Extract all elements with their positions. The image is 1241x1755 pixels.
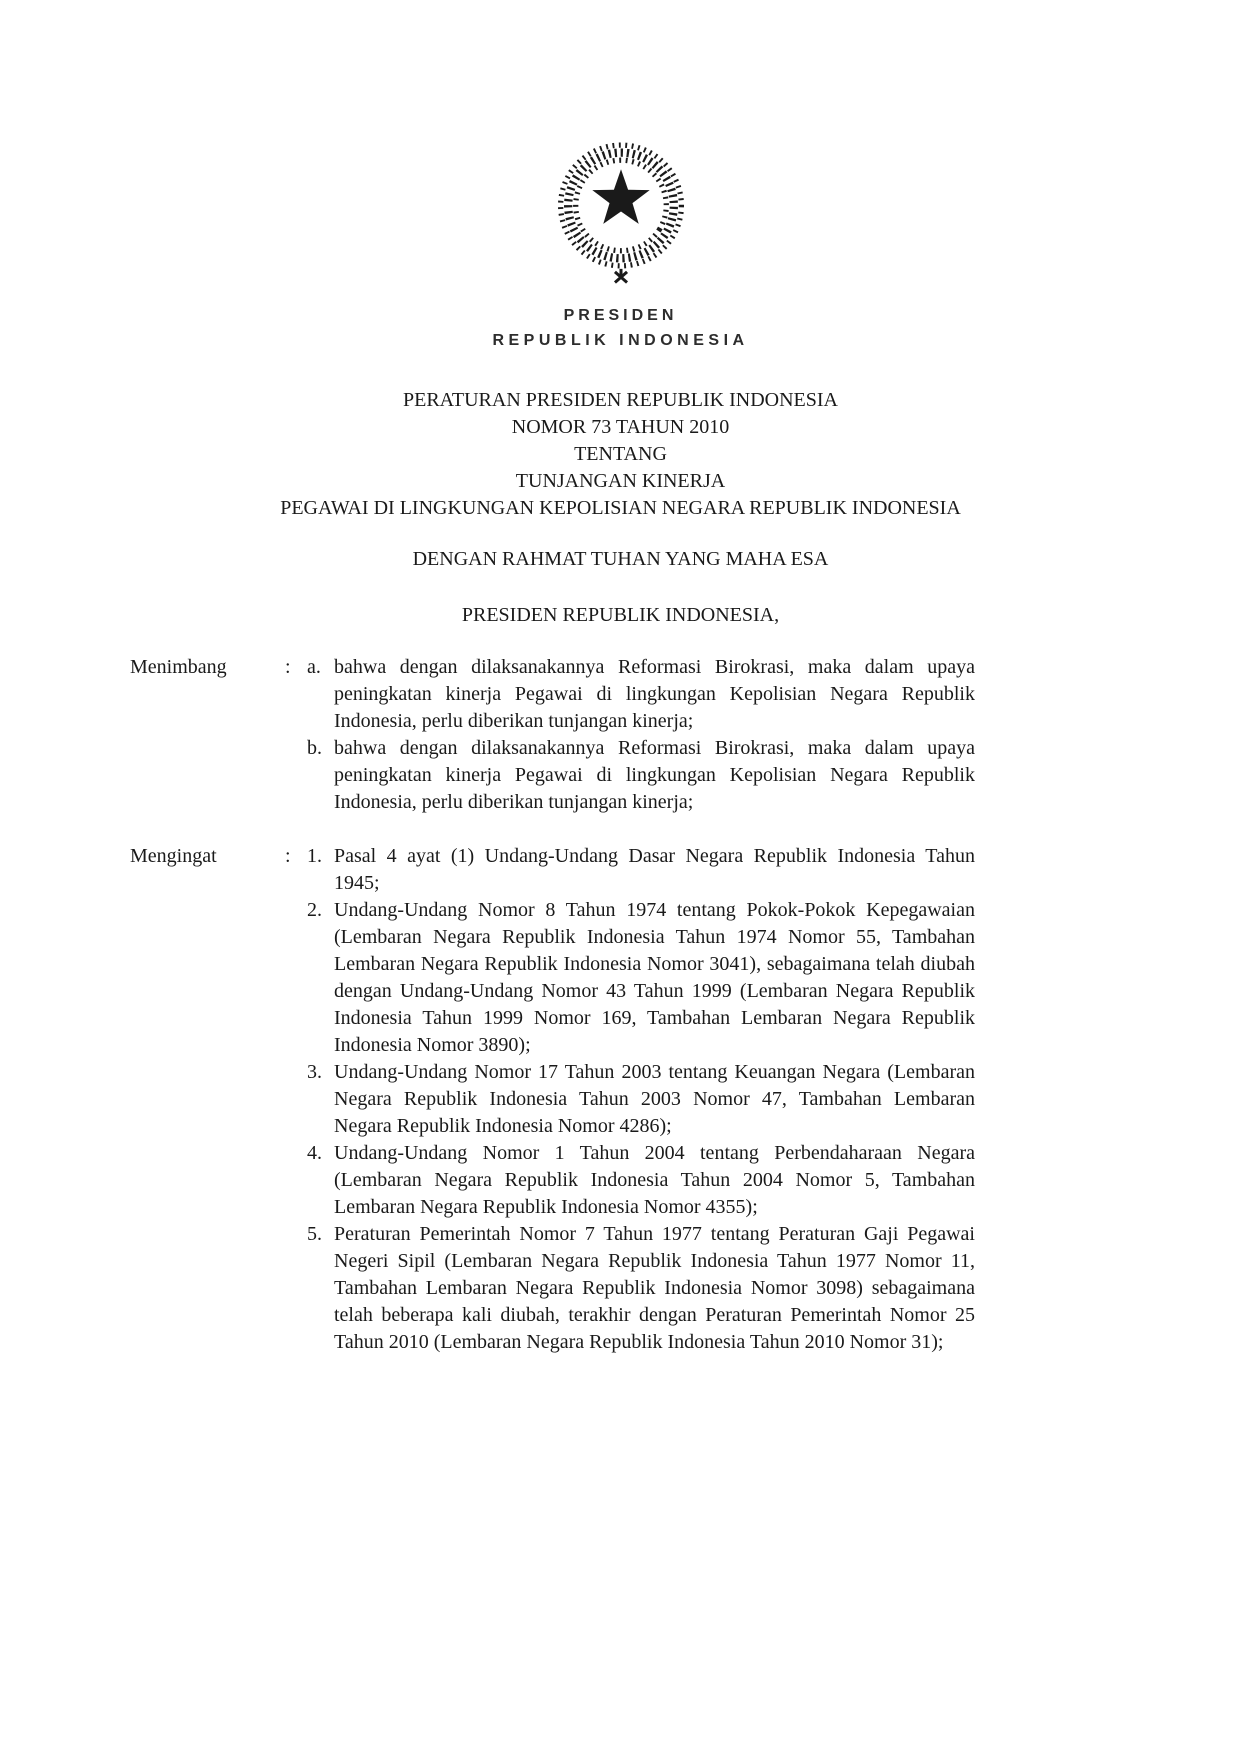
- document-body: [130, 654, 975, 1356]
- title-line-regulation: PERATURAN PRESIDEN REPUBLIK INDONESIA: [402, 389, 839, 411]
- list-item: [307, 735, 975, 816]
- section-label: Mengingat: [130, 845, 217, 867]
- document-title: [0, 387, 1241, 522]
- title-line-subject: TUNJANGAN KINERJA: [515, 470, 726, 492]
- item-text: Undang-Undang Nomor 17 Tahun 2003 tentang Keuangan Negara (Lembaran Negara Republik Indonesia Tahun 2003 Nomor 47, Tambahan Lembaran Negara Republik Indonesia Nomor 4286);: [334, 1061, 975, 1137]
- section-items: [307, 843, 975, 1356]
- item-marker: 4.: [307, 1142, 322, 1164]
- section-mengingat: [130, 843, 975, 1356]
- list-item: [307, 1140, 975, 1221]
- seal-caption: [0, 304, 1241, 353]
- title-line-scope: PEGAWAI DI LINGKUNGAN KEPOLISIAN NEGARA REPUBLIK INDONESIA: [280, 497, 961, 519]
- invocation-line: DENGAN RAHMAT TUHAN YANG MAHA ESA: [412, 548, 829, 570]
- section-colon: :: [285, 845, 291, 867]
- item-marker: a.: [307, 656, 321, 678]
- item-marker: 1.: [307, 845, 322, 867]
- item-text: Undang-Undang Nomor 1 Tahun 2004 tentang Perbendaharaan Negara (Lembaran Negara Republik Indonesia Tahun 2004 Nomor 5, Tambahan Lembaran Negara Republik Indonesia Nomor 4355);: [334, 1142, 975, 1218]
- item-text: Undang-Undang Nomor 8 Tahun 1974 tentang Pokok-Pokok Kepegawaian (Lembaran Negara Republik Indonesia Tahun 1974 Nomor 55, Tambahan Lembaran Negara Republik Indonesia Nomor 3041), sebagaimana telah diubah dengan Undang-Undang Nomor 43 Tahun 1999 (Lembaran Negara Republik Indonesia Tahun 1999 Nomor 169, Tambahan Lembaran Negara Republik Indonesia Nomor 3890);: [334, 899, 975, 1056]
- section-label: Menimbang: [130, 656, 227, 678]
- list-item: [307, 843, 975, 897]
- presidential-seal-icon: [545, 130, 697, 290]
- item-text: bahwa dengan dilaksanakannya Reformasi Birokrasi, maka dalam upaya peningkatan kinerja Pegawai di lingkungan Kepolisian Negara Republik Indonesia, perlu diberikan tunjangan kinerja;: [334, 737, 975, 813]
- emblem-block: [0, 0, 1241, 353]
- item-marker: 2.: [307, 899, 322, 921]
- section-menimbang: [130, 654, 975, 816]
- title-line-tentang: TENTANG: [574, 443, 667, 465]
- seal-caption-line1: PRESIDEN: [563, 307, 678, 324]
- item-text: Peraturan Pemerintah Nomor 7 Tahun 1977 tentang Peraturan Gaji Pegawai Negeri Sipil (Lembaran Negara Republik Indonesia Tahun 1977 Nomor 11, Tambahan Lembaran Negara Republik Indonesia Nomor 3098) sebagaimana telah beberapa kali diubah, terakhir dengan Peraturan Pemerintah Nomor 25 Tahun 2010 (Lembaran Negara Republik Indonesia Tahun 2010 Nomor 31);: [334, 1223, 975, 1353]
- list-item: [307, 1221, 975, 1356]
- authority-line: PRESIDEN REPUBLIK INDONESIA,: [461, 604, 780, 626]
- seal-caption-line2: REPUBLIK INDONESIA: [492, 332, 749, 349]
- list-item: [307, 654, 975, 735]
- title-line-number: NOMOR 73 TAHUN 2010: [511, 416, 730, 438]
- item-marker: b.: [307, 737, 322, 759]
- star-icon: [592, 169, 649, 224]
- item-text: Pasal 4 ayat (1) Undang-Undang Dasar Negara Republik Indonesia Tahun 1945;: [334, 845, 975, 894]
- item-marker: 3.: [307, 1061, 322, 1083]
- item-marker: 5.: [307, 1223, 322, 1245]
- item-text: bahwa dengan dilaksanakannya Reformasi Birokrasi, maka dalam upaya peningkatan kinerja Pegawai di lingkungan Kepolisian Negara Republik Indonesia, perlu diberikan tunjangan kinerja;: [334, 656, 975, 732]
- section-colon: :: [285, 656, 291, 678]
- list-item: [307, 1059, 975, 1140]
- list-item: [307, 897, 975, 1059]
- section-items: [307, 654, 975, 816]
